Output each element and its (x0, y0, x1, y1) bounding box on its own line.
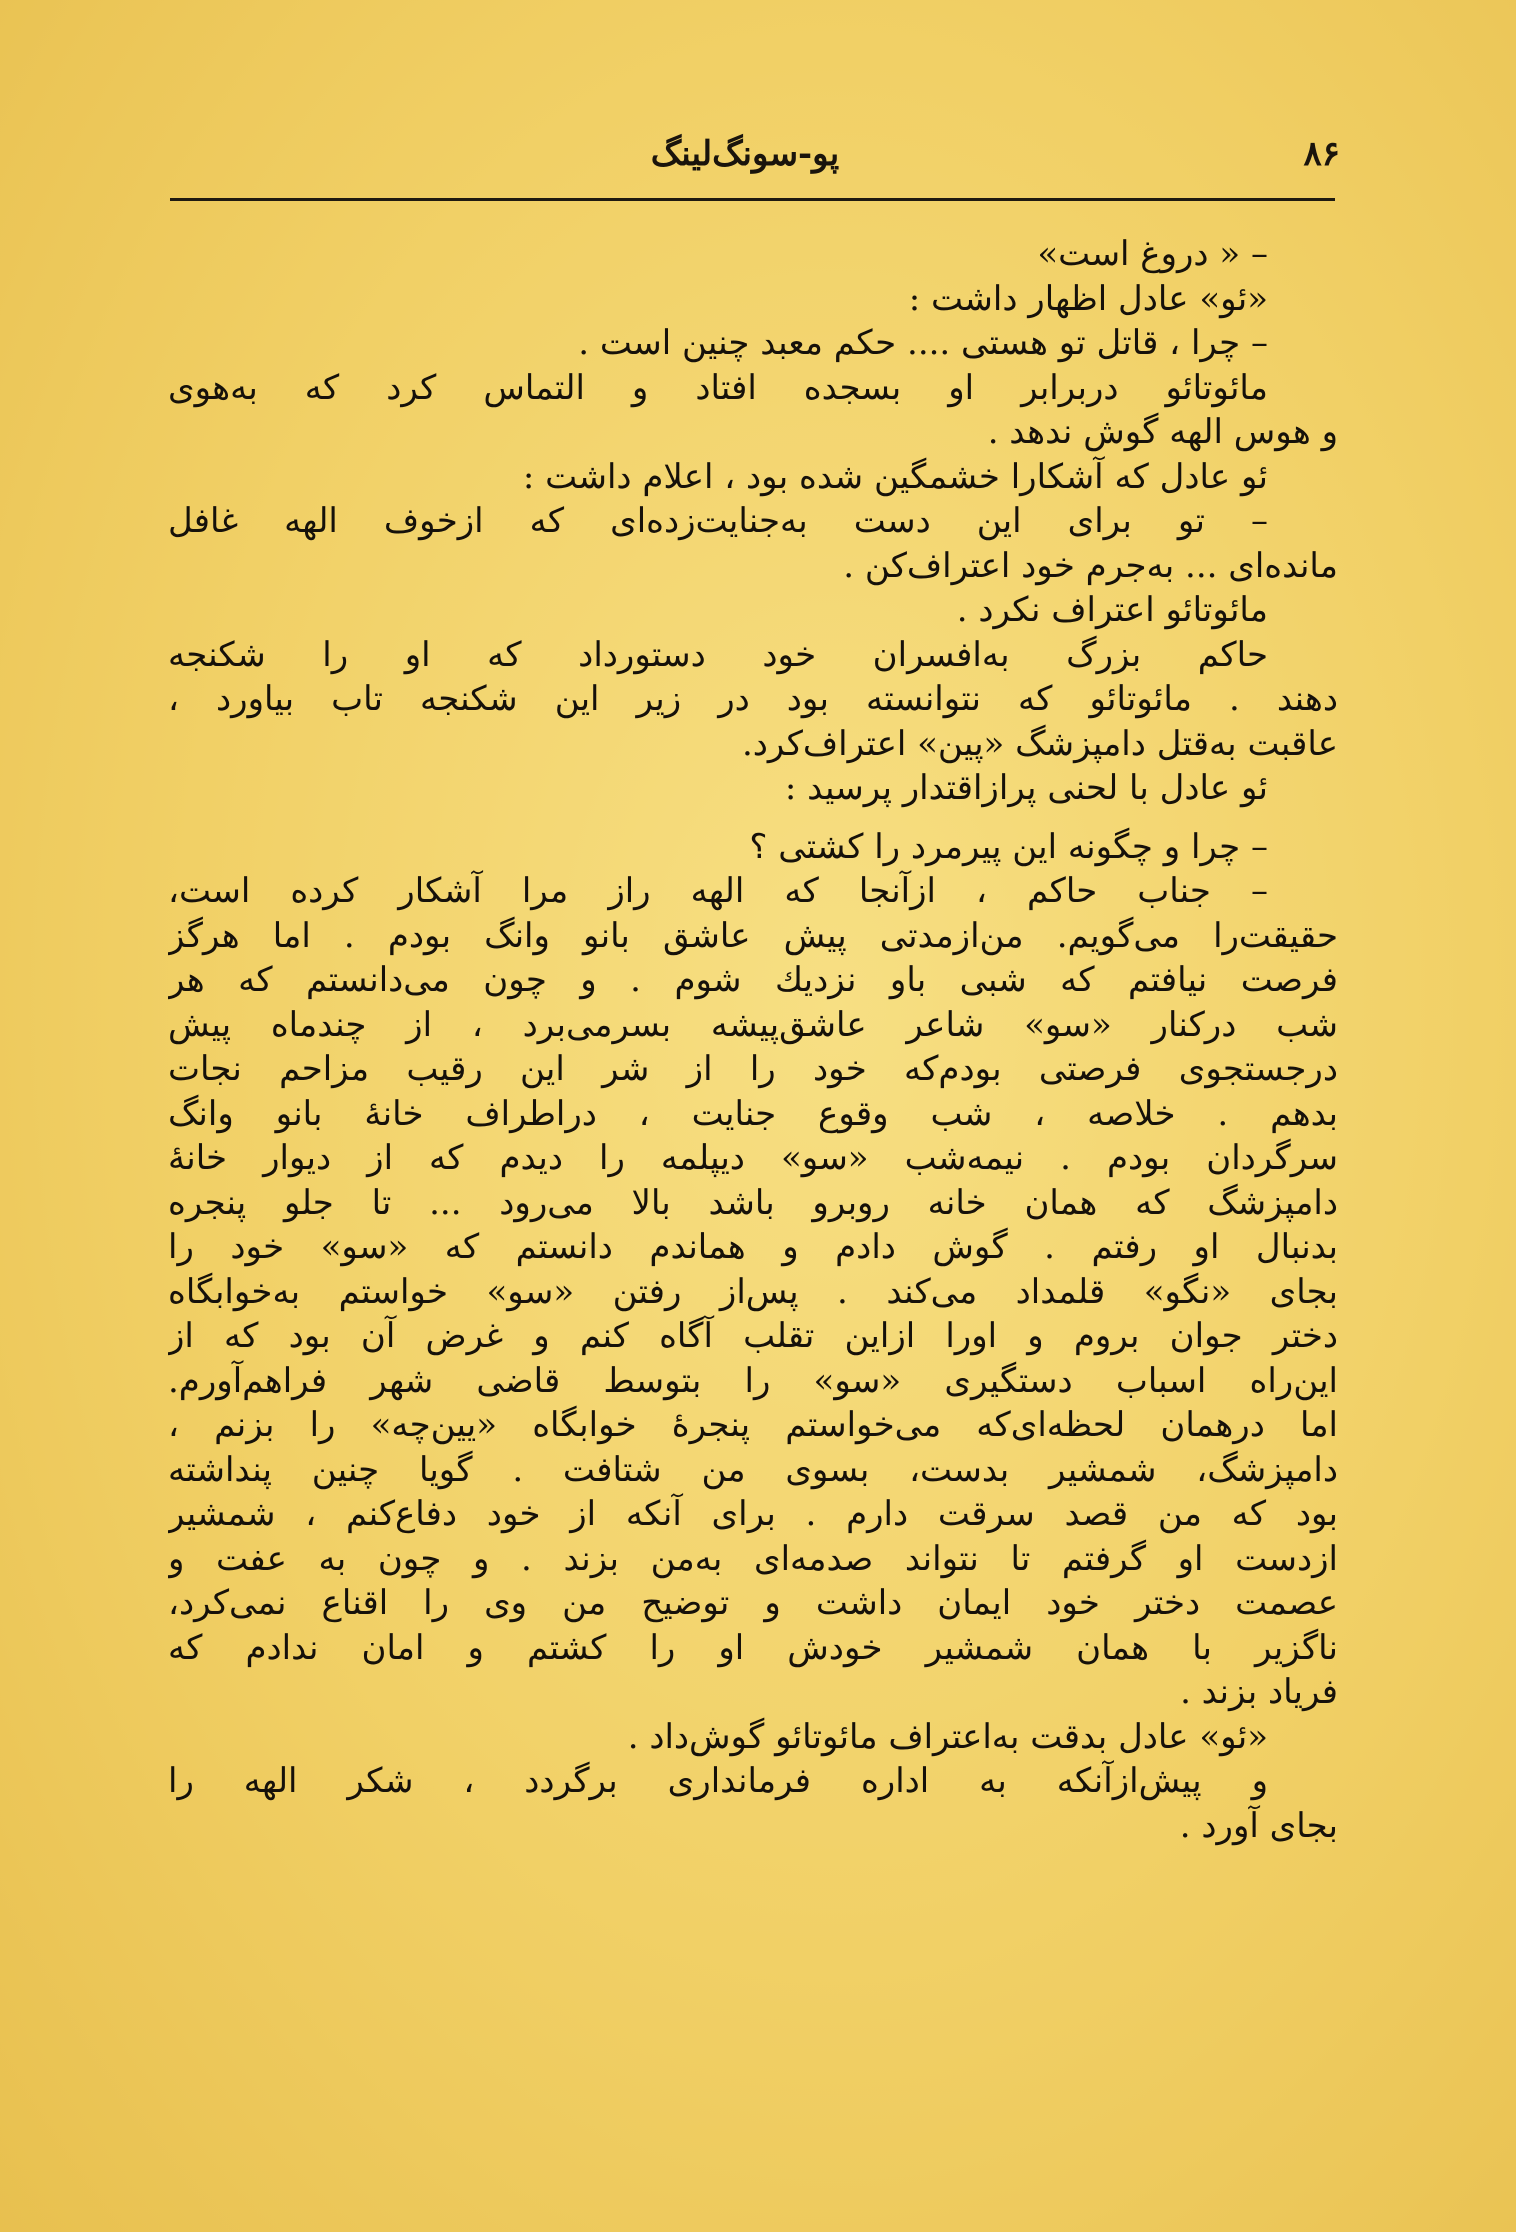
text-line: و هوس الهه گوش ندهد . (987, 412, 1338, 452)
text-line: بود که من قصد سرقت دارم . برای آنکه از خود دفاع‌کنم ، شمشیر (168, 1494, 1338, 1534)
text-line: عاقبت به‌قتل دامپزشگ «پین» اعتراف‌کرد. (741, 723, 1338, 764)
text-line: ئو عادل با لحنی پرازاقتدار پرسید : (784, 768, 1268, 808)
text-line: «ئو» عادل اظهار داشت : (908, 278, 1268, 319)
text-line: مائوتائو اعتراف نکرد . (956, 590, 1268, 630)
text-line: – چرا ، قاتل تو هستی .... حکم معبد چنین است . (578, 323, 1268, 363)
text-line: – جناب حاکم ، ازآنجا که الهه راز مرا آشکار کرده است، (168, 871, 1268, 911)
text-line: دختر جوان بروم و اورا ازاین تقلب آگاه کنم و غرض آن بود که از (168, 1316, 1338, 1356)
text-line: و پیش‌ازآنکه به اداره فرمانداری برگردد ، شکر الهه را (168, 1761, 1268, 1801)
text-line: عصمت دختر خود ایمان داشت و توضیح من وی را اقناع نمی‌کرد، (168, 1583, 1338, 1623)
text-line: سرگردان بودم . نیمه‌شب «سو» دیپلمه را دیدم که از دیوار خانهٔ (168, 1138, 1338, 1178)
text-line: حقیقت‌را می‌گویم. من‌ازمدتی پیش عاشق بانو وانگ بودم . اما هرگز (168, 915, 1338, 956)
page-number: ۸۶ (1303, 134, 1340, 174)
paragraph-gap (168, 811, 1338, 825)
running-title: پو-سونگ‌لینگ (650, 134, 840, 174)
text-line: بجای «نگو» قلمداد می‌کند . پس‌از رفتن «سو» خواستم به‌خوابگاه (168, 1271, 1338, 1312)
text-line: بجای آورد . (1179, 1805, 1338, 1846)
header-rule (170, 198, 1335, 201)
text-line: فرصت نیافتم که شبی باو نزدیك شوم . و چون می‌دانستم که هر (168, 960, 1338, 1000)
text-line: مانده‌ای ... به‌جرم خود اعتراف‌کن . (843, 545, 1338, 586)
text-line: فریاد بزند . (1180, 1672, 1338, 1712)
text-line: – چرا و چگونه این پیرمرد را کشتی ؟ (749, 826, 1268, 867)
text-line: دهند . مائوتائو که نتوانسته بود در زیر این شکنجه تاب بیاورد ، (168, 679, 1338, 719)
text-line: شب درکنار «سو» شاعر عاشق‌پیشه بسرمی‌برد ، از چندماه پیش (168, 1004, 1338, 1045)
text-line: «ئو» عادل بدقت به‌اعتراف مائوتائو گوش‌داد . (627, 1716, 1268, 1757)
text-line: دامپزشگ، شمشیر بدست، بسوی من شتافت . گویا چنین پنداشته (168, 1449, 1338, 1490)
text-line: درجستجوی فرصتی بودم‌که خود را از شر این رقیب مزاحم نجات (168, 1049, 1338, 1089)
text-line: – « دروغ است» (1037, 234, 1268, 274)
text-line: حاکم بزرگ به‌افسران خود دستورداد که او را شکنجه (168, 634, 1268, 675)
text-line: بدهم . خلاصه ، شب وقوع جنایت ، دراطراف خانهٔ بانو وانگ (168, 1093, 1338, 1134)
text-line: بدنبال او رفتم . گوش دادم و هماندم دانستم که «سو» خود را (168, 1227, 1338, 1267)
text-line: ئو عادل که آشکارا خشمگین شده بود ، اعلام داشت : (522, 456, 1268, 497)
text-line: اما درهمان لحظه‌ای‌که می‌خواستم پنجرهٔ خوابگاه «یین‌چه» را بزنم ، (168, 1405, 1338, 1445)
page-header (150, 128, 1340, 188)
text-line: مائوتائو دربرابر او بسجده افتاد و التماس کرد که به‌هوی (168, 367, 1268, 408)
body-text (168, 232, 1338, 1848)
text-line: ازدست او گرفتم تا نتواند صدمه‌ای به‌من بزند . و چون به عفت و (168, 1538, 1338, 1579)
text-line: – تو برای این دست به‌جنایت‌زده‌ای که ازخوف الهه غافل (168, 501, 1268, 541)
text-line: دامپزشگ که همان خانه روبرو باشد بالا می‌رود ... تا جلو پنجره (168, 1182, 1338, 1223)
text-line: ناگزیر با همان شمشیر خودش او را کشتم و امان ندادم که (168, 1627, 1338, 1668)
text-line: این‌راه اسباب دستگیری «سو» را بتوسط قاضی شهر فراهم‌آورم. (168, 1360, 1338, 1401)
